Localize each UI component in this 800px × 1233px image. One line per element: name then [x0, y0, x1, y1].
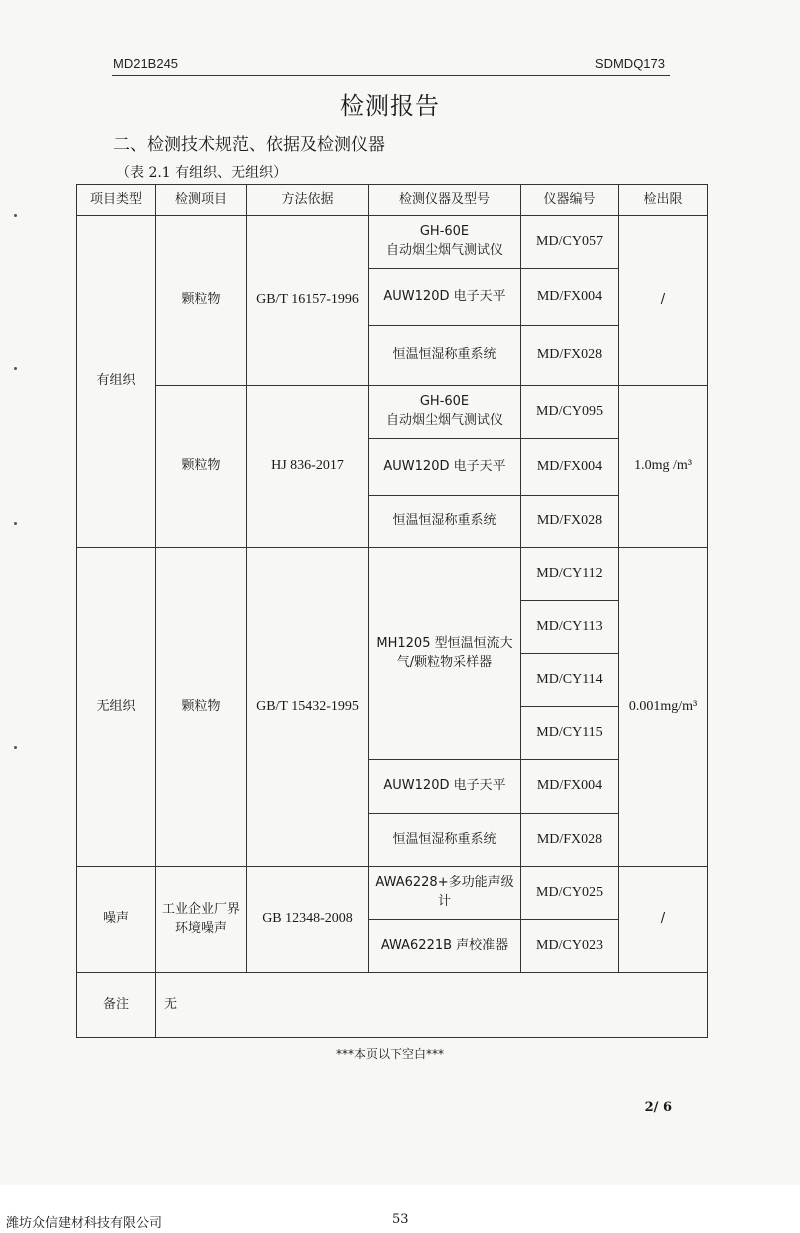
cell-instrument: 恒温恒湿称重系统 [369, 814, 521, 867]
cell-instrument: GH-60E 自动烟尘烟气测试仪 [369, 216, 521, 269]
cell-method: GB/T 15432-1995 [247, 548, 369, 867]
blank-below-note: ***本页以下空白*** [335, 1047, 444, 1061]
cell-code: MD/CY114 [521, 654, 619, 707]
cell-instrument: 恒温恒湿称重系统 [369, 326, 521, 386]
cell-code: MD/CY095 [521, 386, 619, 439]
cell-limit: 0.001mg/m³ [619, 548, 708, 867]
remark-row [77, 973, 708, 1038]
col-header: 检出限 [619, 185, 708, 216]
cell-method: HJ 836-2017 [247, 386, 369, 548]
cell-instrument: GH-60E 自动烟尘烟气测试仪 [369, 386, 521, 439]
cell-limit: / [619, 216, 708, 386]
cell-instrument: AUW120D 电子天平 [369, 269, 521, 326]
cell-instrument: AWA6228+多功能声级计 [369, 867, 521, 920]
cell-instrument: 恒温恒湿称重系统 [369, 496, 521, 548]
col-header: 检测仪器及型号 [369, 185, 521, 216]
cell-type: 无组织 [77, 548, 156, 867]
remark-label: 备注 [77, 973, 156, 1038]
cell-instrument: AUW120D 电子天平 [369, 760, 521, 814]
cell-instrument: AUW120D 电子天平 [369, 439, 521, 496]
cell-code: MD/CY025 [521, 867, 619, 920]
report-code-right: SDMDQ173 [594, 56, 665, 71]
col-header: 仪器编号 [521, 185, 619, 216]
cell-type: 噪声 [77, 867, 156, 973]
cell-limit: / [619, 867, 708, 973]
scan-speck [14, 746, 17, 749]
table-caption: （表 2.1 有组织、无组织） [116, 165, 288, 181]
cell-item: 颗粒物 [156, 216, 247, 386]
cell-method: GB 12348-2008 [247, 867, 369, 973]
remark-value: 无 [156, 973, 708, 1038]
cell-code: MD/FX028 [521, 814, 619, 867]
company-name: 潍坊众信建材科技有限公司 [6, 1216, 163, 1231]
cell-code: MD/CY023 [521, 920, 619, 973]
scan-speck [14, 367, 17, 370]
cell-code: MD/CY113 [521, 601, 619, 654]
cell-code: MD/FX028 [521, 326, 619, 386]
table-row [77, 386, 708, 439]
cell-item: 工业企业厂界环境噪声 [156, 867, 247, 973]
table-header-row [77, 185, 708, 216]
cell-item: 颗粒物 [156, 386, 247, 548]
instrument-table [76, 184, 708, 1038]
col-header: 方法依据 [247, 185, 369, 216]
scan-speck [14, 522, 17, 525]
col-header: 检测项目 [156, 185, 247, 216]
scan-speck [14, 214, 17, 217]
document-page-number: 53 [392, 1212, 409, 1227]
cell-instrument: MH1205 型恒温恒流大气/颗粒物采样器 [369, 548, 521, 760]
cell-type: 有组织 [77, 216, 156, 548]
cell-code: MD/CY115 [521, 707, 619, 760]
table-row [77, 216, 708, 269]
cell-code: MD/FX004 [521, 269, 619, 326]
cell-code: MD/FX004 [521, 760, 619, 814]
page-number: 2/ 6 [644, 1100, 672, 1115]
cell-code: MD/CY057 [521, 216, 619, 269]
header-rule [112, 75, 670, 76]
cell-method: GB/T 16157-1996 [247, 216, 369, 386]
col-header: 项目类型 [77, 185, 156, 216]
cell-code: MD/FX028 [521, 496, 619, 548]
table-row [77, 867, 708, 920]
cell-item: 颗粒物 [156, 548, 247, 867]
page-title: 检测报告 [340, 92, 440, 120]
section-title: 二、检测技术规范、依据及检测仪器 [113, 135, 385, 155]
cell-code: MD/CY112 [521, 548, 619, 601]
cell-instrument: AWA6221B 声校准器 [369, 920, 521, 973]
cell-limit: 1.0mg /m³ [619, 386, 708, 548]
report-code-left: MD21B245 [113, 56, 179, 71]
cell-code: MD/FX004 [521, 439, 619, 496]
table-row [77, 548, 708, 601]
